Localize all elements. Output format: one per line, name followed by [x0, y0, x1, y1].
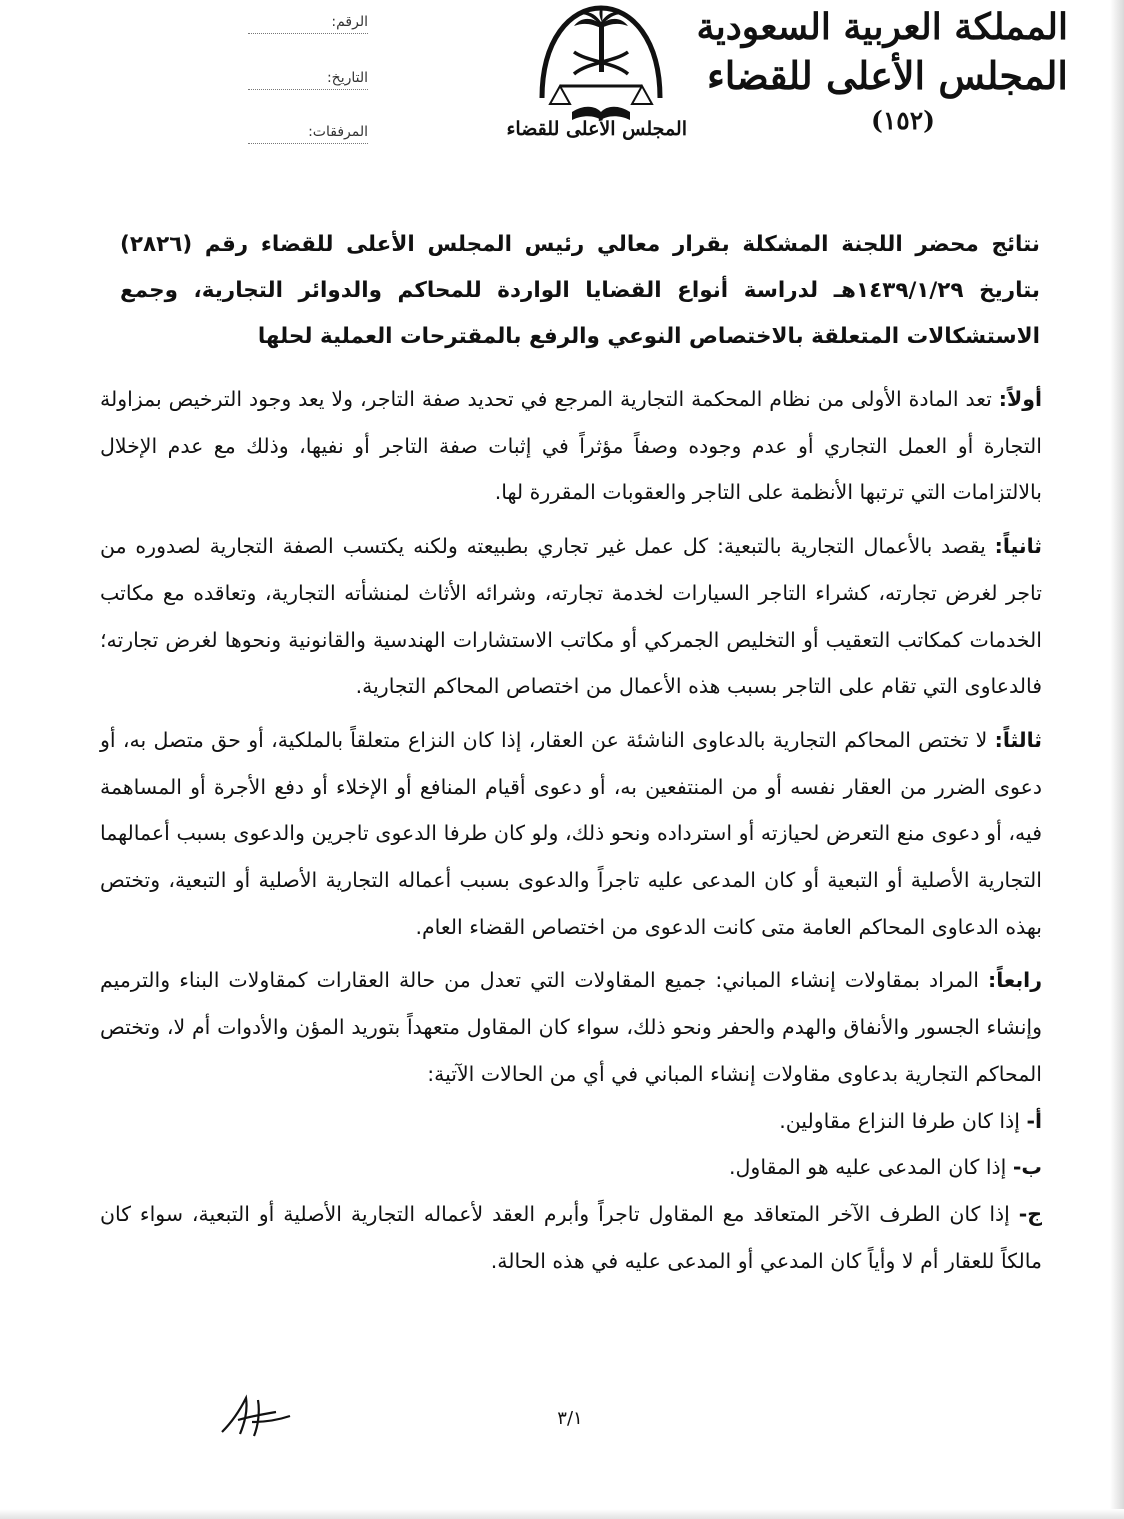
section-first — [100, 376, 1042, 516]
meta-attachments-label: المرفقات — [312, 124, 368, 140]
signature-icon — [218, 1392, 294, 1440]
section-text: لا تختص المحاكم التجارية بالدعاوى الناشئة عن العقار، إذا كان النزاع متعلقاً بالملكية، أو حق متصل به، أو دعوى الضرر من العقار نفسه أو من المنتفعين به، أو دعوى أقيام المنافع أو الإخلاء أو دفع الأجرة أو المساهمة فيه، أو دعوى منع التعرض لحيازته أو استرداده ونحو ذلك، ولو كان طرفا الدعوى تاجرين والدعوى بسبب أعمالهما التجارية الأصلية أو التبعية أو كان المدعى عليه تاجراً والدعوى بسبب أعماله التجارية الأصلية أو التبعية، وتختص بهذه الدعاوى المحاكم العامة متى كانت الدعوى من اختصاص القضاء العام. — [100, 727, 1042, 939]
meta-attachments-field: المرفقات: — [248, 124, 368, 144]
page-bottom-shadow — [0, 1509, 1124, 1519]
letterhead — [0, 0, 1124, 190]
list-item — [100, 1191, 1042, 1284]
section-lead: أولاً: — [998, 387, 1042, 411]
page-number: ٣/١ — [557, 1408, 583, 1429]
section-fourth — [100, 957, 1042, 1097]
section-lead: رابعاً: — [988, 968, 1042, 993]
section-text: تعد المادة الأولى من نظام المحكمة التجارية المرجع في تحديد صفة التاجر، ولا يعد وجود الترخيص بمزاولة التجارة أو العمل التجاري أو عدم وجوده وصفاً مؤثراً في إثبات صفة التاجر أو نفيها، وذلك مع عدم الإخلال بالالتزامات التي ترتبها الأنظمة على التاجر والعقوبات المقررة لها. — [100, 387, 1042, 505]
list-item-letter: ج- — [1018, 1201, 1042, 1226]
section-text: يقصد بالأعمال التجارية بالتبعية: كل عمل غير تجاري بطبيعته ولكنه يكتسب الصفة التجارية لصدوره من تاجر لغرض تجارته، كشراء التاجر السيارات لخدمة تجارته، وشرائه الأثاث لمنشأته التجارية، وتعاقده مع مكاتب الخدمات كمكاتب التعقيب أو التخليص الجمركي أو مكاتب الاستشارات الهندسية والقانونية ونحوها لغرض تجارته؛ فالدعاوى التي تقام على التاجر بسبب هذه الأعمال من اختصاص المحاكم التجارية. — [100, 534, 1042, 699]
list-item-text: إذا كان المدعى عليه هو المقاول. — [729, 1155, 1013, 1180]
document-title: نتائج محضر اللجنة المشكلة بقرار معالي رئيس المجلس الأعلى للقضاء رقم (٢٨٢٦) بتاريخ ١٤٣٩/١/٢٩هـ لدراسة أنواع القضايا الواردة للمحاكم والدوائر التجارية، وجمع الاستشكالات المتعلقة بالاختصاص النوعي والرفع بالمقترحات العملية لحلها — [120, 232, 1040, 349]
page-edge-shadow — [1110, 0, 1124, 1519]
document-number: (١٥٢) — [871, 106, 935, 135]
list-item-text: إذا كان الطرف الآخر المتعاقد مع المقاول تاجراً وأبرم العقد لأعماله التجارية الأصلية أو التبعية، سواء كان مالكاً للعقار أم لا وأياً كان المدعي أو المدعى عليه في هذه الحالة. — [100, 1201, 1042, 1273]
list-item — [100, 1144, 1042, 1191]
list-item — [100, 1098, 1042, 1145]
meta-date-field: التاريخ: — [248, 70, 368, 90]
section-third — [100, 717, 1042, 951]
document-body — [100, 376, 1042, 1284]
list-item-letter: أ- — [1026, 1108, 1042, 1133]
meta-number-field: الرقم: — [248, 14, 368, 34]
section-text: المراد بمقاولات إنشاء المباني: جميع المقاولات التي تعدل من حالة العقارات كمقاولات البناء والترميم وإنشاء الجسور والأنفاق والهدم والحفر ونحو ذلك، سواء كان المقاول متعهداً بتوريد المؤن والأدوات أم لا، وتختص المحاكم التجارية بدعاوى مقاولات إنشاء المباني في أي من الحالات الآتية: — [100, 968, 1042, 1086]
emblem-caption: المجلس الأعلى للقضاء — [506, 118, 687, 140]
section-second — [100, 523, 1042, 710]
meta-number-label: الرقم — [336, 14, 368, 30]
section-lead: ثالثاً: — [994, 727, 1042, 752]
org-name-line1: المملكة العربية السعودية — [696, 6, 1068, 48]
list-item-letter: ب- — [1012, 1155, 1042, 1180]
org-name-line2: المجلس الأعلى للقضاء — [706, 53, 1068, 98]
list-item-text: إذا كان طرفا النزاع مقاولين. — [779, 1108, 1027, 1133]
organization-block — [696, 4, 1068, 135]
meta-date-label: التاريخ — [331, 70, 368, 86]
section-lead: ثانياً: — [994, 534, 1042, 559]
